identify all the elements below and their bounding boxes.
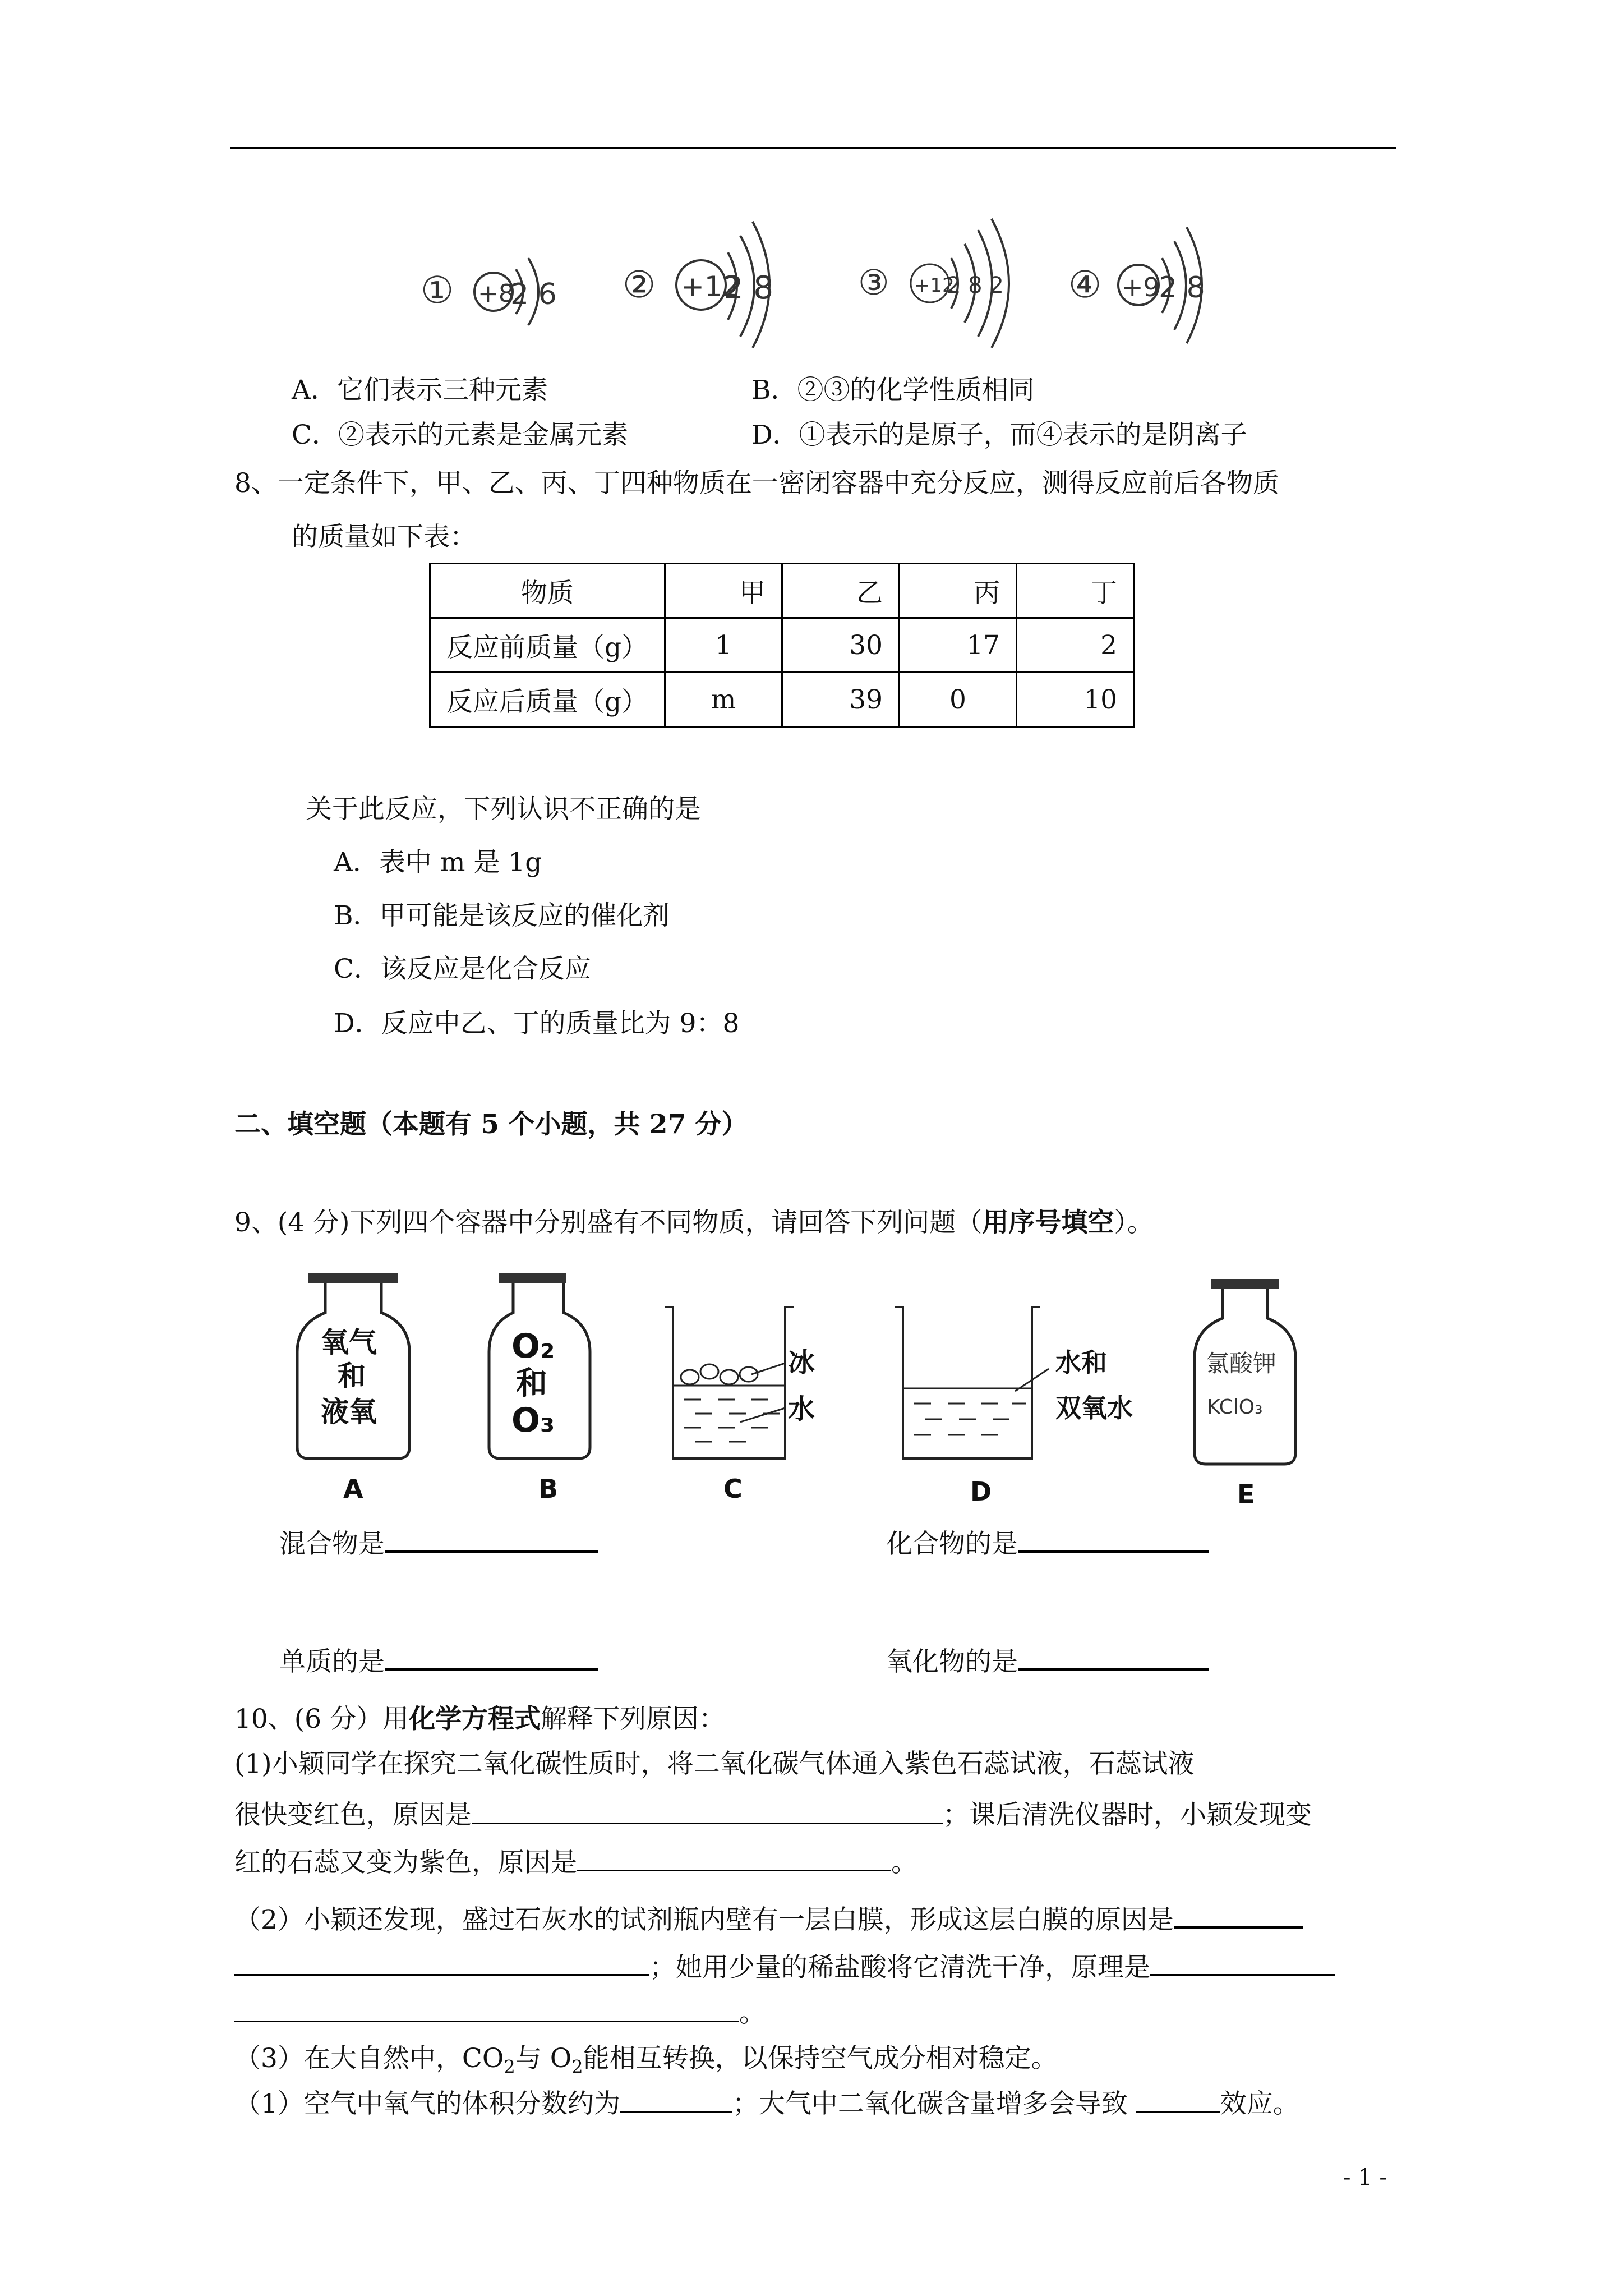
table-cell: 17	[900, 618, 1017, 673]
q10-part3: （3）在大自然中，$CO_2$与 $O_2$能相互转换，以保持空气成分相对稳定。	[234, 2043, 1058, 2078]
table-header-cell: 物质	[430, 564, 665, 618]
svg-text:冰: 冰	[788, 1347, 815, 1378]
q8-option-a: A．表中 m 是 1g	[334, 847, 542, 878]
mass-table	[429, 563, 1135, 728]
svg-text:和: 和	[338, 1360, 366, 1392]
atom-shells: 2 8	[1159, 271, 1205, 305]
oxide-answer-blank[interactable]	[1018, 1644, 1209, 1671]
element-blank-line: 单质的是	[279, 1644, 598, 1679]
q7-option-a: A．它们表示三种元素	[292, 375, 548, 406]
mixture-answer-blank[interactable]	[385, 1526, 598, 1553]
svg-text:液氧: 液氧	[321, 1396, 377, 1428]
q8-option-d: D．反应中乙、丁的质量比为 9：8	[334, 1008, 740, 1039]
q10-part1-line1: (1)小颖同学在探究二氧化碳性质时，将二氧化碳气体通入紫色石蕊试液，石蕊试液	[234, 1749, 1195, 1779]
q10-stem: 10、(6 分）用化学方程式解释下列原因：	[234, 1704, 725, 1734]
atom-diagram-3	[858, 219, 1009, 348]
compound-answer-blank[interactable]	[1018, 1526, 1209, 1553]
svg-text:氯酸钾: 氯酸钾	[1206, 1350, 1277, 1377]
bottle-e	[1195, 1279, 1295, 1509]
q10-answer-blank-4[interactable]	[234, 1949, 649, 1976]
q10-answer-blank-5[interactable]	[1150, 1949, 1335, 1976]
q10-part2-line3: 。	[234, 1996, 766, 2030]
container-figures	[292, 1273, 1335, 1509]
q7-option-b: B．②③的化学性质相同	[751, 375, 1035, 406]
q8-option-b: B．甲可能是该反应的催化剂	[334, 900, 670, 931]
q10-part2-line2: ；她用少量的稀盐酸将它清洗干净，原理是	[234, 1949, 1335, 1985]
q10-answer-blank-3[interactable]	[1174, 1902, 1303, 1929]
table-row	[430, 618, 1134, 673]
atom-diagram-4	[1068, 227, 1205, 343]
svg-text:B: B	[538, 1474, 559, 1504]
table-cell: 39	[782, 673, 900, 727]
svg-text:水: 水	[788, 1393, 815, 1425]
table-row	[430, 564, 1134, 618]
atom-structure-diagrams	[409, 213, 1251, 353]
atom-shells: 2 8	[723, 270, 774, 306]
svg-text:D: D	[970, 1476, 992, 1507]
atom-num: ③	[858, 262, 889, 303]
section-title: 二、填空题（本题有 5 个小题，共 27 分）	[234, 1109, 748, 1140]
q10-answer-blank-6[interactable]	[234, 1996, 739, 2022]
svg-text:O₃: O₃	[511, 1401, 555, 1440]
table-cell: 反应前质量（g）	[430, 618, 665, 673]
table-cell: 30	[782, 618, 900, 673]
atom-num: ②	[623, 263, 656, 306]
beaker-d	[895, 1307, 1133, 1507]
svg-text:双氧水: 双氧水	[1055, 1393, 1133, 1423]
q8-question: 关于此反应，下列认识不正确的是	[306, 794, 701, 825]
oxide-blank-line: 氧化物的是	[886, 1644, 1209, 1679]
q10-part2-line1: （2）小颖还发现，盛过石灰水的试剂瓶内壁有一层白膜，形成这层白膜的原因是	[234, 1902, 1303, 1937]
compound-blank-line: 化合物的是	[886, 1526, 1209, 1561]
q10-part4: （1）空气中氧气的体积分数约为 ；大气中二氧化碳含量增多会导致 效应。	[234, 2087, 1299, 2121]
q10-answer-blank-8[interactable]	[1136, 2087, 1220, 2113]
q7-option-c: C．②表示的元素是金属元素	[292, 420, 628, 450]
q10-answer-blank-1[interactable]	[472, 1798, 943, 1824]
table-cell: 1	[665, 618, 782, 673]
table-cell: 10	[1017, 673, 1134, 727]
atom-shells: 2 8 2	[947, 273, 1004, 298]
atom-nucleus: +12	[914, 274, 955, 297]
atom-shells: 2 6	[510, 278, 557, 311]
bottle-a	[297, 1273, 409, 1504]
svg-text:KClO₃: KClO₃	[1207, 1396, 1263, 1419]
q10-part1-line2: 很快变红色，原因是 ；课后清洗仪器时，小颖发现变	[234, 1798, 1312, 1832]
atom-nucleus: +9	[1122, 272, 1160, 302]
atom-diagram-2	[623, 222, 773, 348]
svg-text:A: A	[343, 1474, 363, 1504]
svg-text:E: E	[1237, 1479, 1255, 1509]
element-answer-blank[interactable]	[385, 1644, 598, 1671]
table-cell: 0	[900, 673, 1017, 727]
q8-stem-line2: 的质量如下表：	[292, 522, 476, 553]
table-header-cell: 丁	[1017, 564, 1134, 618]
svg-text:O₂: O₂	[511, 1327, 555, 1366]
atom-diagram-1	[421, 258, 557, 325]
svg-text:C: C	[723, 1474, 743, 1504]
atom-num: ④	[1068, 263, 1102, 306]
table-cell: 反应后质量（g）	[430, 673, 665, 727]
page-number: - 1 -	[1343, 2165, 1387, 2191]
table-cell: m	[665, 673, 782, 727]
q7-option-d: D．①表示的是原子，而④表示的是阴离子	[751, 420, 1247, 450]
table-header-cell: 丙	[900, 564, 1017, 618]
q10-part1-line3: 红的石蕊又变为紫色，原因是 。	[234, 1846, 917, 1880]
atom-nucleus: +8	[478, 279, 514, 308]
q10-answer-blank-2[interactable]	[577, 1846, 891, 1871]
svg-text:水和: 水和	[1055, 1347, 1107, 1378]
table-header-cell: 乙	[782, 564, 900, 618]
mixture-blank-line: 混合物是	[279, 1526, 598, 1561]
beaker-c	[665, 1307, 815, 1504]
atom-num: ①	[421, 269, 454, 312]
q10-answer-blank-7[interactable]	[620, 2087, 732, 2113]
q9-stem: 9、(4 分)下列四个容器中分别盛有不同物质，请回答下列问题（用序号填空）。	[234, 1207, 1154, 1238]
atom-nucleus: +12	[681, 270, 740, 303]
svg-text:氧气: 氧气	[321, 1326, 377, 1359]
table-row	[430, 673, 1134, 727]
table-cell: 2	[1017, 618, 1134, 673]
q8-stem-line1: 8、一定条件下，甲、乙、丙、丁四种物质在一密闭容器中充分反应，测得反应前后各物质	[234, 468, 1279, 499]
svg-text:和: 和	[516, 1365, 547, 1402]
table-header-cell: 甲	[665, 564, 782, 618]
header-rule	[230, 147, 1396, 149]
bottle-b	[489, 1273, 590, 1504]
q8-option-c: C．该反应是化合反应	[334, 954, 591, 984]
